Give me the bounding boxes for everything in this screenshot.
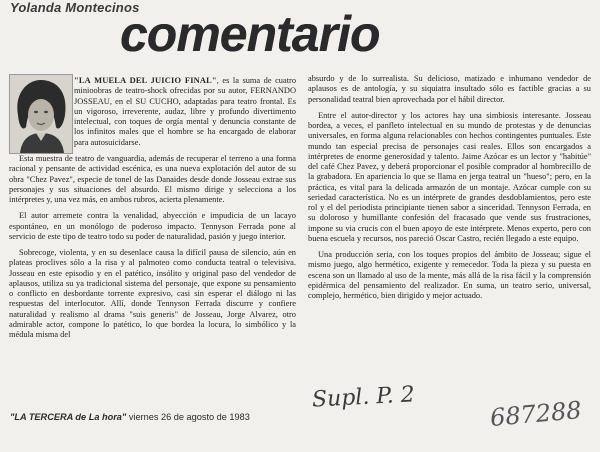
intro-text: , es la suma de cuatro minioobras de teatro-shock ofrecidas por su autor, FERNANDO JOSSEAU, en el SU CUCHO, adaptadas para teatro frontal. Es un vigoroso, irreverente, audaz, libre y profundo divertimento intelectual, con toques de orgía mental y denuncia constante de los infinitos males que el hombre se ha encargado de elaborar para autosuicidarse. bbox=[74, 76, 297, 147]
author-portrait-image bbox=[10, 75, 72, 153]
article-right-column bbox=[308, 74, 591, 307]
paragraph-5: absurdo y de lo surrealista. Su delicioso, matizado e inhumano vendedor de aplausos es de antología, y su siquiatra insultado sólo es factible gracias a su personalidad teatral bien aprovechada por el hábil director. bbox=[308, 74, 591, 104]
paragraph-7: Una producción seria, con los toques propios del ámbito de Josseau; sigue el mismo juego, algo hermético, exigente y remecedor. Toda la pieza y su puesta en escena son un llamado al uso de la mente, más allá de la risa fácil y la comprensión epidérmica del pensamiento del realizador. En suma, un teatro serio, universal, complejo, hermético, bien dirigido y mejor actuado. bbox=[308, 250, 591, 300]
publication-name: "LA TERCERA de La hora" bbox=[10, 412, 127, 422]
article-left-column bbox=[9, 154, 296, 346]
paragraph-2: Esta muestra de teatro de vanguardia, además de recuperar el terreno a una forma racional y pensante de actividad escénica, es una nueva explotación del autor de su obra "Chez Pavez", especie de tonel de las Danaides desde donde Josseau extrae sus personajes y sus situaciones del absurdo. El mismo dirige y selecciona a los intérpretes y, una vez más, en ambos rubros, acierta plenamente. bbox=[9, 154, 296, 204]
paragraph-4: Sobrecoge, violenta, y en su desenlace causa la difícil pausa de silencio, aún en plateas proclives sólo a la risa y al palmoteo como conducta teatral o televisiva. Josseau en este episodio y en el patético, insólito y original paso del vendedor de aplausos, utiliza su ya tradicional sistema del personaje, que expone su pensamiento o conflicto en desbordante torrente expresivo, casi sin esperar el diálogo ni las respuestas del interlocutor. Allí, donde Tennyson Ferrada discurre y confiere naturalidad y realismo al drama "suis generis" de Josseau, Jorge Alvarez, otro admirable actor, compone lo patético, lo que bordea la locura, lo simbólico y la médula misma del bbox=[9, 248, 296, 339]
handwritten-note: Supl. P. 2 bbox=[311, 382, 416, 413]
paragraph-6: Entre el autor-director y los actores hay una simbiosis interesante. Josseau bordea, a veces, el panfleto intelectual en su mundo de protestas y de denuncias universales, en forma alguna relacionables con hechos contingentes puntuales. Este mundo tan especial precisa de personajes casi reales. Ellos son encargados a intérpretes de enorme generosidad y talento. Jaime Azócar es un lector y "habitúe" del café Chez Pavez, y deberá proporcionar el posible comprador al hombrecillo de la grabadora. En apariencia lo que se llama en jerga teatral un "hueso"; pero, en la práctica, es vital para la delicada armazón de un montaje. Azócar cumple con su seriedad característica. No es un intérprete de grandes desdoblamientos, pero este rol y el del periodista principiante tienen sabor a sinceridad. Tennyson Ferrada, en su doloroso y humillante confesión del fracasado que vende sus frustraciones, impone su via crucis con el buen apoyo de este intérprete. Menos experto, pero con buena escuela y recursos, nos pareció Oscar Castro, recién llegado a este equipo. bbox=[308, 110, 591, 243]
author-byline: Yolanda Montecinos bbox=[10, 0, 140, 15]
play-title: "LA MUELA DEL JUICIO FINAL" bbox=[74, 76, 217, 85]
section-title: comentario bbox=[120, 6, 380, 62]
publication-date: viernes 26 de agosto de 1983 bbox=[128, 412, 250, 422]
author-photo bbox=[9, 74, 73, 154]
source-line bbox=[10, 412, 250, 422]
handwritten-number: 687288 bbox=[488, 396, 583, 432]
paragraph-3: El autor arremete contra la venalidad, abyección e impudicia de un lacayo espontáneo, en un monólogo de poderoso impacto. Tennyson Ferrada pone al servicio de este tipo de teatro todo su poder de naturalidad, pasión y juego interior. bbox=[9, 211, 296, 241]
article-intro bbox=[74, 76, 296, 154]
